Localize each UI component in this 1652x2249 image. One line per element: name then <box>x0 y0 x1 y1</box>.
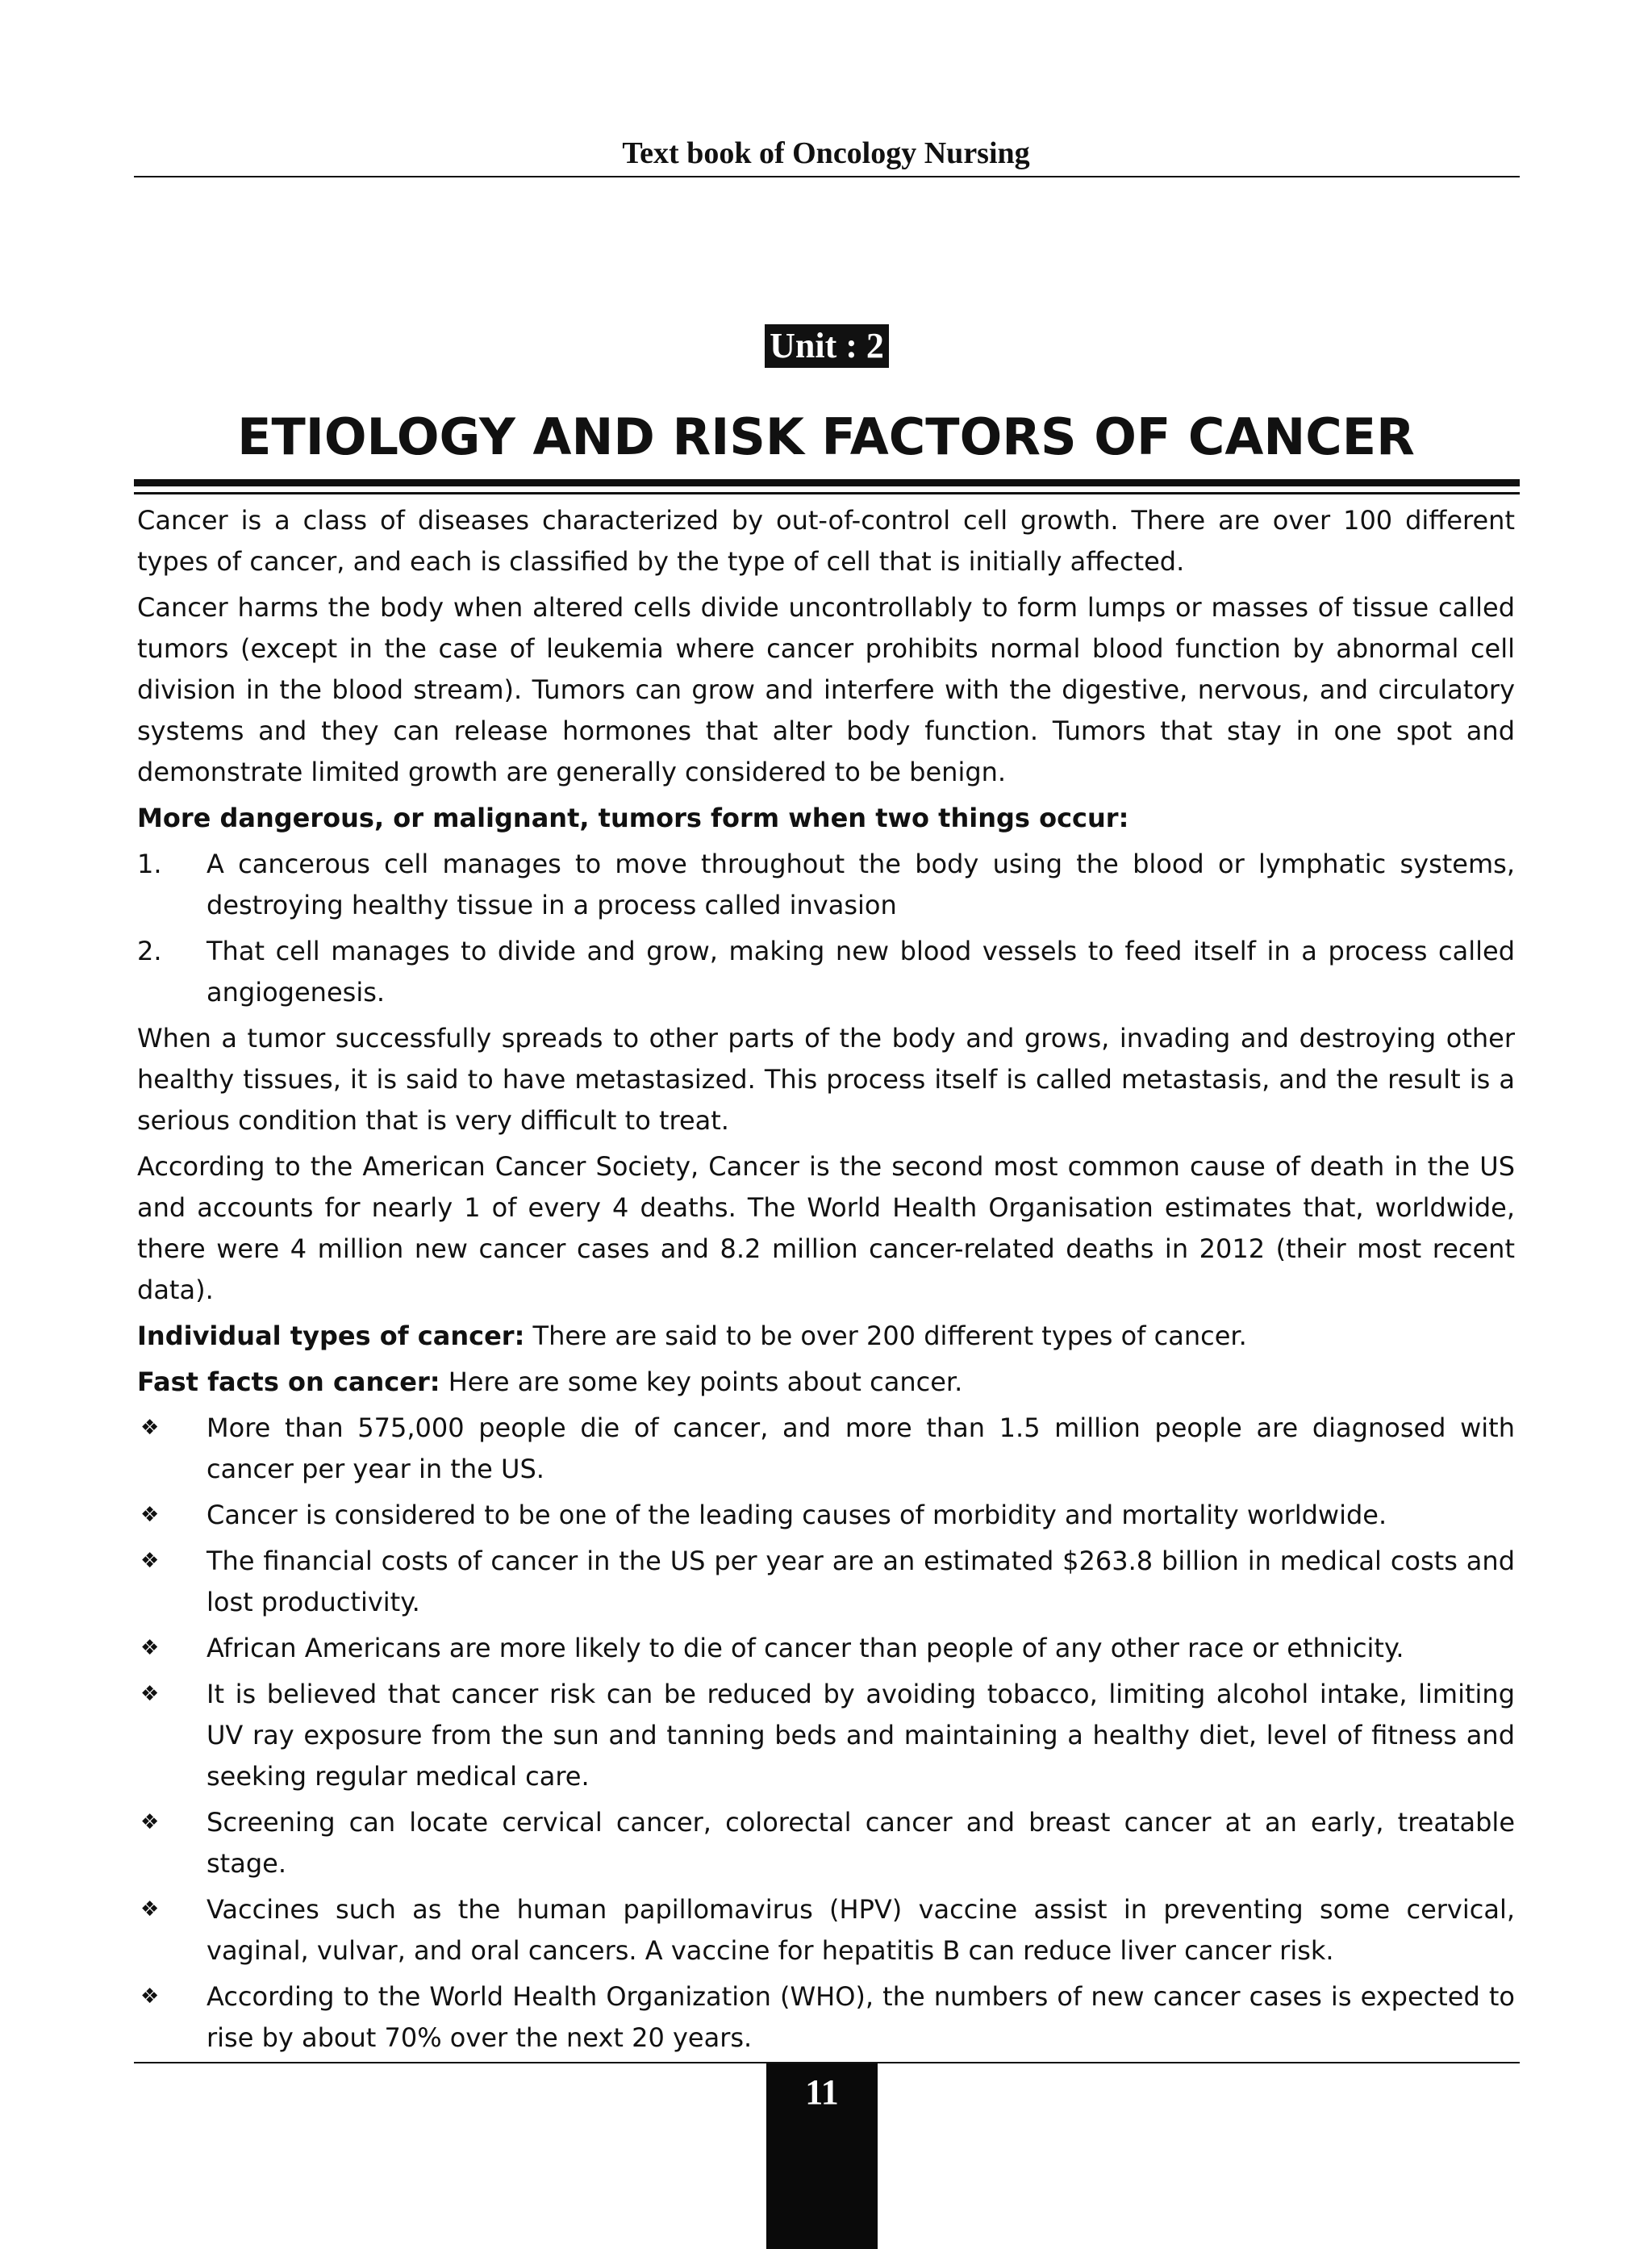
diamond-bullet-icon: ❖ <box>140 1503 160 1527</box>
numbered-item <box>137 844 1515 926</box>
malignant-heading <box>137 798 1515 839</box>
list-item-text: Vaccines such as the human papillomavirus (HPV) vaccine assist in preventing some cervical, vaginal, vulvar, and oral cancers. A vaccine for hepatitis B can reduce liver cancer risk. <box>206 1894 1515 1966</box>
facts-text: Here are some key points about cancer. <box>440 1367 963 1397</box>
intro-paragraph: Cancer is a class of diseases characterized by out-of-control cell growth. There are over 100 different types of cancer, and each is classified by the type of cell that is initially affected. <box>137 505 1515 577</box>
list-item <box>137 1802 1515 1884</box>
facts-paragraph <box>137 1362 1515 1403</box>
list-item-text: More than 575,000 people die of cancer, and more than 1.5 million people are diagnosed with cancer per year in the US. <box>206 1412 1515 1484</box>
list-item-text: The financial costs of cancer in the US per year are an estimated $263.8 billion in medical costs and lost productivity. <box>206 1546 1515 1617</box>
tumor-paragraph: Cancer harms the body when altered cells divide uncontrollably to form lumps or masses of tissue called tumors (except in the case of leukemia where cancer prohibits normal blood function by abnormal cell division in the blood stream). Tumors can grow and interfere with the digestive, nervous, and circulatory systems and they can release hormones that alter body function. Tumors that stay in one spot and demonstrate limited growth are generally considered to be benign. <box>137 592 1515 787</box>
types-label: Individual types of cancer: <box>137 1321 525 1351</box>
list-item-text: Screening can locate cervical cancer, colorectal cancer and breast cancer at an early, treatable stage. <box>206 1807 1515 1879</box>
title-rule-thin <box>134 492 1520 494</box>
diamond-bullet-icon: ❖ <box>140 1416 160 1440</box>
list-item <box>137 1408 1515 1490</box>
diamond-bullet-icon: ❖ <box>140 1897 160 1921</box>
diamond-bullet-icon: ❖ <box>140 1984 160 2009</box>
title-rule-thick <box>134 479 1520 486</box>
malignant-heading-text: More dangerous, or malignant, tumors form when two things occur: <box>137 803 1129 833</box>
list-item <box>137 1495 1515 1536</box>
diamond-bullet-icon: ❖ <box>140 1682 160 1706</box>
types-text: There are said to be over 200 different types of cancer. <box>524 1321 1247 1351</box>
list-number: 2. <box>137 936 162 966</box>
types-paragraph <box>137 1316 1515 1357</box>
list-item <box>137 1628 1515 1669</box>
running-header: Text book of Oncology Nursing <box>622 136 1030 170</box>
numbered-item <box>137 931 1515 1013</box>
chapter-title: ETIOLOGY AND RISK FACTORS OF CANCER <box>237 407 1415 466</box>
fast-facts-list <box>137 1408 1515 2059</box>
list-number: 1. <box>137 849 162 879</box>
metastasis-paragraph: When a tumor successfully spreads to other parts of the body and grows, invading and destroying other healthy tissues, it is said to have metastasized. This process itself is called metastasis, and the result is a serious condition that is very difficult to treat. <box>137 1023 1515 1136</box>
facts-label: Fast facts on cancer: <box>137 1367 440 1397</box>
list-item <box>137 1674 1515 1797</box>
unit-label: Unit : 2 <box>765 324 889 368</box>
diamond-bullet-icon: ❖ <box>140 1636 160 1660</box>
page-number: 11 <box>766 2063 878 2249</box>
header-rule <box>134 176 1520 177</box>
list-item <box>137 1976 1515 2059</box>
list-item <box>137 1541 1515 1623</box>
list-item-text: Cancer is considered to be one of the leading causes of morbidity and mortality worldwide. <box>206 1500 1387 1530</box>
list-item-text: African Americans are more likely to die of cancer than people of any other race or ethnicity. <box>206 1633 1404 1663</box>
list-item <box>137 1889 1515 1972</box>
diamond-bullet-icon: ❖ <box>140 1810 160 1834</box>
list-item-text: According to the World Health Organization (WHO), the numbers of new cancer cases is expected to rise by about 70% over the next 20 years. <box>206 1981 1515 2053</box>
numbered-item-text: That cell manages to divide and grow, making new blood vessels to feed itself in a process called angiogenesis. <box>206 936 1515 1008</box>
numbered-item-text: A cancerous cell manages to move throughout the body using the blood or lymphatic systems, destroying healthy tissue in a process called invasion <box>206 849 1515 920</box>
statistics-paragraph: According to the American Cancer Society, Cancer is the second most common cause of death in the US and accounts for nearly 1 of every 4 deaths. The World Health Organisation estimates that, worldwide, there were 4 million new cancer cases and 8.2 million cancer-related deaths in 2012 (their most recent data). <box>137 1151 1515 1305</box>
body-text <box>137 500 1515 2063</box>
diamond-bullet-icon: ❖ <box>140 1549 160 1573</box>
list-item-text: It is believed that cancer risk can be reduced by avoiding tobacco, limiting alcohol intake, limiting UV ray exposure from the sun and tanning beds and maintaining a healthy diet, level of fitness and seeking regular medical care. <box>206 1679 1515 1792</box>
numbered-list <box>137 844 1515 1013</box>
